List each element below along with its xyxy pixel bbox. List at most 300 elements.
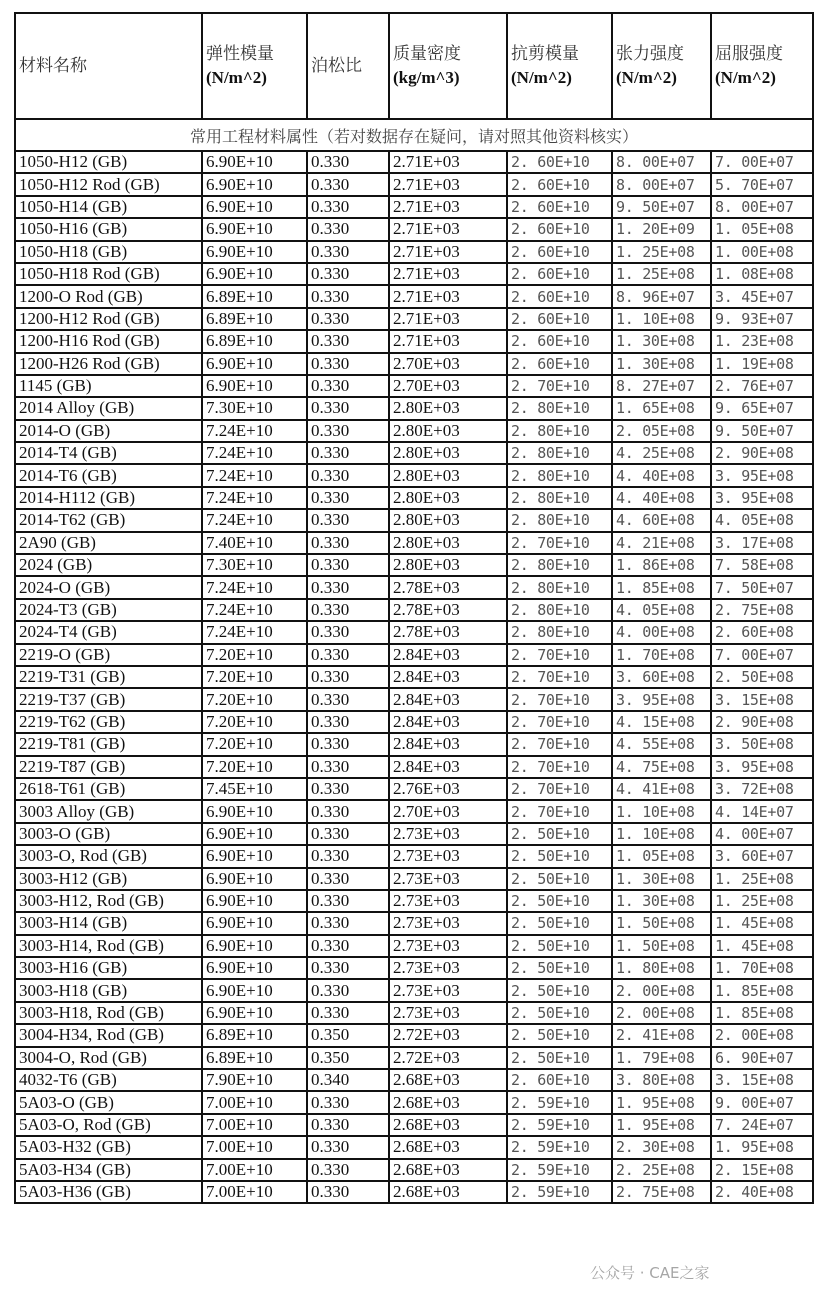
cell-shear-modulus: 2. 50E+10 xyxy=(507,957,612,979)
cell-yield-strength: 2. 76E+07 xyxy=(711,375,813,397)
cell-yield-strength: 1. 70E+08 xyxy=(711,957,813,979)
table-row xyxy=(15,308,813,330)
cell-poisson-ratio: 0.340 xyxy=(307,1069,389,1091)
table-row xyxy=(15,196,813,218)
column-label: 抗剪模量 xyxy=(511,44,579,64)
cell-elastic-modulus: 6.90E+10 xyxy=(202,218,307,240)
cell-mass-density: 2.73E+03 xyxy=(389,845,507,867)
cell-mass-density: 2.73E+03 xyxy=(389,868,507,890)
cell-mass-density: 2.70E+03 xyxy=(389,800,507,822)
cell-mass-density: 2.78E+03 xyxy=(389,621,507,643)
cell-shear-modulus: 2. 50E+10 xyxy=(507,868,612,890)
table-row xyxy=(15,733,813,755)
cell-poisson-ratio: 0.330 xyxy=(307,890,389,912)
cell-material-name: 5A03-O, Rod (GB) xyxy=(15,1114,202,1136)
cell-yield-strength: 2. 90E+08 xyxy=(711,442,813,464)
cell-mass-density: 2.68E+03 xyxy=(389,1091,507,1113)
cell-poisson-ratio: 0.330 xyxy=(307,487,389,509)
cell-material-name: 2014-T62 (GB) xyxy=(15,509,202,531)
cell-poisson-ratio: 0.330 xyxy=(307,397,389,419)
table-row xyxy=(15,218,813,240)
cell-mass-density: 2.68E+03 xyxy=(389,1159,507,1181)
cell-material-name: 5A03-H32 (GB) xyxy=(15,1136,202,1158)
cell-shear-modulus: 2. 60E+10 xyxy=(507,151,612,173)
cell-tensile-strength: 1. 70E+08 xyxy=(612,644,711,666)
cell-poisson-ratio: 0.330 xyxy=(307,1181,389,1203)
cell-tensile-strength: 4. 40E+08 xyxy=(612,464,711,486)
cell-tensile-strength: 4. 40E+08 xyxy=(612,487,711,509)
cell-mass-density: 2.71E+03 xyxy=(389,263,507,285)
cell-elastic-modulus: 6.89E+10 xyxy=(202,285,307,307)
cell-material-name: 1145 (GB) xyxy=(15,375,202,397)
cell-yield-strength: 7. 00E+07 xyxy=(711,644,813,666)
cell-tensile-strength: 3. 95E+08 xyxy=(612,688,711,710)
cell-material-name: 1200-O Rod (GB) xyxy=(15,285,202,307)
table-subtitle: 常用工程材料属性（若对数据存在疑问，请对照其他资料核实） xyxy=(15,119,813,151)
table-row xyxy=(15,241,813,263)
cell-poisson-ratio: 0.330 xyxy=(307,688,389,710)
cell-elastic-modulus: 6.90E+10 xyxy=(202,912,307,934)
cell-tensile-strength: 1. 10E+08 xyxy=(612,800,711,822)
cell-elastic-modulus: 7.24E+10 xyxy=(202,487,307,509)
column-unit: (N/m^2) xyxy=(511,68,572,87)
cell-yield-strength: 1. 23E+08 xyxy=(711,330,813,352)
cell-material-name: 1050-H12 (GB) xyxy=(15,151,202,173)
table-row xyxy=(15,935,813,957)
cell-shear-modulus: 2. 80E+10 xyxy=(507,464,612,486)
cell-poisson-ratio: 0.330 xyxy=(307,576,389,598)
cell-elastic-modulus: 6.89E+10 xyxy=(202,1047,307,1069)
cell-elastic-modulus: 7.40E+10 xyxy=(202,532,307,554)
cell-yield-strength: 1. 95E+08 xyxy=(711,1136,813,1158)
cell-elastic-modulus: 6.89E+10 xyxy=(202,1024,307,1046)
table-row xyxy=(15,509,813,531)
cell-tensile-strength: 8. 00E+07 xyxy=(612,151,711,173)
cell-yield-strength: 3. 95E+08 xyxy=(711,756,813,778)
cell-elastic-modulus: 7.30E+10 xyxy=(202,397,307,419)
cell-yield-strength: 1. 25E+08 xyxy=(711,890,813,912)
table-row xyxy=(15,756,813,778)
cell-tensile-strength: 4. 25E+08 xyxy=(612,442,711,464)
cell-shear-modulus: 2. 80E+10 xyxy=(507,442,612,464)
cell-mass-density: 2.71E+03 xyxy=(389,173,507,195)
cell-yield-strength: 3. 95E+08 xyxy=(711,464,813,486)
cell-material-name: 4032-T6 (GB) xyxy=(15,1069,202,1091)
cell-yield-strength: 5. 70E+07 xyxy=(711,173,813,195)
cell-shear-modulus: 2. 60E+10 xyxy=(507,196,612,218)
header-row xyxy=(15,13,813,119)
table-row xyxy=(15,330,813,352)
cell-poisson-ratio: 0.330 xyxy=(307,263,389,285)
cell-poisson-ratio: 0.330 xyxy=(307,756,389,778)
cell-elastic-modulus: 7.24E+10 xyxy=(202,576,307,598)
cell-shear-modulus: 2. 59E+10 xyxy=(507,1159,612,1181)
cell-tensile-strength: 1. 86E+08 xyxy=(612,554,711,576)
table-row xyxy=(15,778,813,800)
cell-yield-strength: 1. 45E+08 xyxy=(711,935,813,957)
cell-shear-modulus: 2. 60E+10 xyxy=(507,330,612,352)
cell-tensile-strength: 2. 00E+08 xyxy=(612,1002,711,1024)
cell-elastic-modulus: 6.90E+10 xyxy=(202,241,307,263)
cell-tensile-strength: 8. 96E+07 xyxy=(612,285,711,307)
cell-material-name: 1050-H12 Rod (GB) xyxy=(15,173,202,195)
cell-material-name: 1050-H18 Rod (GB) xyxy=(15,263,202,285)
cell-elastic-modulus: 6.90E+10 xyxy=(202,979,307,1001)
cell-material-name: 1050-H18 (GB) xyxy=(15,241,202,263)
cell-tensile-strength: 2. 41E+08 xyxy=(612,1024,711,1046)
cell-mass-density: 2.80E+03 xyxy=(389,420,507,442)
cell-shear-modulus: 2. 80E+10 xyxy=(507,554,612,576)
cell-mass-density: 2.71E+03 xyxy=(389,151,507,173)
cell-elastic-modulus: 6.90E+10 xyxy=(202,151,307,173)
cell-mass-density: 2.70E+03 xyxy=(389,353,507,375)
cell-shear-modulus: 2. 50E+10 xyxy=(507,890,612,912)
cell-tensile-strength: 4. 60E+08 xyxy=(612,509,711,531)
cell-mass-density: 2.80E+03 xyxy=(389,464,507,486)
cell-elastic-modulus: 7.45E+10 xyxy=(202,778,307,800)
cell-shear-modulus: 2. 70E+10 xyxy=(507,711,612,733)
cell-tensile-strength: 1. 50E+08 xyxy=(612,912,711,934)
cell-tensile-strength: 9. 50E+07 xyxy=(612,196,711,218)
table-row xyxy=(15,621,813,643)
cell-material-name: 2219-T81 (GB) xyxy=(15,733,202,755)
cell-poisson-ratio: 0.330 xyxy=(307,420,389,442)
cell-elastic-modulus: 7.20E+10 xyxy=(202,733,307,755)
cell-tensile-strength: 3. 60E+08 xyxy=(612,666,711,688)
cell-shear-modulus: 2. 70E+10 xyxy=(507,375,612,397)
cell-material-name: 3003-H12, Rod (GB) xyxy=(15,890,202,912)
cell-shear-modulus: 2. 70E+10 xyxy=(507,733,612,755)
cell-shear-modulus: 2. 50E+10 xyxy=(507,935,612,957)
column-label: 质量密度 xyxy=(393,44,461,64)
cell-material-name: 2219-T62 (GB) xyxy=(15,711,202,733)
cell-elastic-modulus: 7.90E+10 xyxy=(202,1069,307,1091)
cell-tensile-strength: 1. 10E+08 xyxy=(612,823,711,845)
cell-elastic-modulus: 6.90E+10 xyxy=(202,890,307,912)
cell-shear-modulus: 2. 60E+10 xyxy=(507,353,612,375)
table-row xyxy=(15,173,813,195)
column-label: 材料名称 xyxy=(19,56,87,76)
cell-elastic-modulus: 6.90E+10 xyxy=(202,263,307,285)
cell-poisson-ratio: 0.330 xyxy=(307,241,389,263)
cell-material-name: 3003-O (GB) xyxy=(15,823,202,845)
cell-mass-density: 2.71E+03 xyxy=(389,285,507,307)
cell-mass-density: 2.72E+03 xyxy=(389,1047,507,1069)
cell-material-name: 3003-H12 (GB) xyxy=(15,868,202,890)
cell-material-name: 3003-O, Rod (GB) xyxy=(15,845,202,867)
cell-material-name: 2219-T37 (GB) xyxy=(15,688,202,710)
table-row xyxy=(15,644,813,666)
cell-poisson-ratio: 0.350 xyxy=(307,1024,389,1046)
watermark: 公众号 · CAE之家 xyxy=(590,1264,710,1282)
cell-poisson-ratio: 0.330 xyxy=(307,173,389,195)
table-row xyxy=(15,464,813,486)
cell-tensile-strength: 1. 25E+08 xyxy=(612,263,711,285)
cell-tensile-strength: 1. 30E+08 xyxy=(612,868,711,890)
table-row xyxy=(15,1114,813,1136)
cell-elastic-modulus: 7.20E+10 xyxy=(202,666,307,688)
cell-poisson-ratio: 0.330 xyxy=(307,935,389,957)
table-row xyxy=(15,666,813,688)
cell-shear-modulus: 2. 50E+10 xyxy=(507,912,612,934)
table-row xyxy=(15,1181,813,1203)
cell-yield-strength: 2. 60E+08 xyxy=(711,621,813,643)
cell-yield-strength: 3. 95E+08 xyxy=(711,487,813,509)
cell-yield-strength: 9. 00E+07 xyxy=(711,1091,813,1113)
cell-shear-modulus: 2. 60E+10 xyxy=(507,285,612,307)
cell-yield-strength: 7. 24E+07 xyxy=(711,1114,813,1136)
column-label: 弹性模量 xyxy=(206,44,274,64)
cell-tensile-strength: 4. 00E+08 xyxy=(612,621,711,643)
cell-poisson-ratio: 0.330 xyxy=(307,151,389,173)
column-header-tensile-strength xyxy=(612,13,711,119)
cell-shear-modulus: 2. 60E+10 xyxy=(507,1069,612,1091)
cell-yield-strength: 9. 50E+07 xyxy=(711,420,813,442)
cell-shear-modulus: 2. 60E+10 xyxy=(507,263,612,285)
cell-poisson-ratio: 0.330 xyxy=(307,733,389,755)
cell-shear-modulus: 2. 80E+10 xyxy=(507,599,612,621)
cell-yield-strength: 2. 50E+08 xyxy=(711,666,813,688)
cell-tensile-strength: 2. 30E+08 xyxy=(612,1136,711,1158)
cell-yield-strength: 2. 00E+08 xyxy=(711,1024,813,1046)
cell-shear-modulus: 2. 50E+10 xyxy=(507,1002,612,1024)
cell-shear-modulus: 2. 59E+10 xyxy=(507,1114,612,1136)
column-unit: (kg/m^3) xyxy=(393,68,460,87)
cell-material-name: 3003-H16 (GB) xyxy=(15,957,202,979)
cell-tensile-strength: 1. 30E+08 xyxy=(612,353,711,375)
cell-tensile-strength: 3. 80E+08 xyxy=(612,1069,711,1091)
material-properties-table xyxy=(14,12,814,1204)
cell-poisson-ratio: 0.330 xyxy=(307,979,389,1001)
cell-shear-modulus: 2. 50E+10 xyxy=(507,979,612,1001)
table-row xyxy=(15,823,813,845)
cell-elastic-modulus: 7.24E+10 xyxy=(202,442,307,464)
cell-yield-strength: 7. 50E+07 xyxy=(711,576,813,598)
cell-mass-density: 2.84E+03 xyxy=(389,666,507,688)
cell-material-name: 3003-H14, Rod (GB) xyxy=(15,935,202,957)
cell-poisson-ratio: 0.330 xyxy=(307,464,389,486)
table-row xyxy=(15,487,813,509)
cell-poisson-ratio: 0.330 xyxy=(307,532,389,554)
cell-yield-strength: 1. 25E+08 xyxy=(711,868,813,890)
cell-shear-modulus: 2. 60E+10 xyxy=(507,173,612,195)
cell-yield-strength: 1. 85E+08 xyxy=(711,979,813,1001)
cell-poisson-ratio: 0.330 xyxy=(307,1159,389,1181)
cell-mass-density: 2.73E+03 xyxy=(389,912,507,934)
cell-mass-density: 2.68E+03 xyxy=(389,1114,507,1136)
cell-material-name: 2014 Alloy (GB) xyxy=(15,397,202,419)
cell-tensile-strength: 1. 10E+08 xyxy=(612,308,711,330)
cell-yield-strength: 2. 40E+08 xyxy=(711,1181,813,1203)
cell-tensile-strength: 4. 75E+08 xyxy=(612,756,711,778)
cell-yield-strength: 9. 93E+07 xyxy=(711,308,813,330)
cell-elastic-modulus: 7.24E+10 xyxy=(202,420,307,442)
cell-poisson-ratio: 0.330 xyxy=(307,554,389,576)
column-unit: (N/m^2) xyxy=(715,68,776,87)
cell-yield-strength: 9. 65E+07 xyxy=(711,397,813,419)
cell-elastic-modulus: 6.90E+10 xyxy=(202,353,307,375)
cell-shear-modulus: 2. 80E+10 xyxy=(507,576,612,598)
cell-yield-strength: 2. 15E+08 xyxy=(711,1159,813,1181)
cell-tensile-strength: 1. 05E+08 xyxy=(612,845,711,867)
cell-poisson-ratio: 0.330 xyxy=(307,330,389,352)
cell-mass-density: 2.72E+03 xyxy=(389,1024,507,1046)
table-row xyxy=(15,420,813,442)
table-row xyxy=(15,890,813,912)
cell-elastic-modulus: 6.90E+10 xyxy=(202,196,307,218)
cell-tensile-strength: 1. 20E+09 xyxy=(612,218,711,240)
cell-poisson-ratio: 0.330 xyxy=(307,644,389,666)
cell-mass-density: 2.71E+03 xyxy=(389,308,507,330)
cell-tensile-strength: 1. 65E+08 xyxy=(612,397,711,419)
cell-elastic-modulus: 7.20E+10 xyxy=(202,711,307,733)
cell-poisson-ratio: 0.330 xyxy=(307,509,389,531)
cell-yield-strength: 3. 17E+08 xyxy=(711,532,813,554)
cell-yield-strength: 1. 08E+08 xyxy=(711,263,813,285)
cell-material-name: 2A90 (GB) xyxy=(15,532,202,554)
cell-material-name: 2024-O (GB) xyxy=(15,576,202,598)
cell-tensile-strength: 4. 21E+08 xyxy=(612,532,711,554)
cell-elastic-modulus: 7.00E+10 xyxy=(202,1091,307,1113)
column-header-mass-density xyxy=(389,13,507,119)
cell-mass-density: 2.80E+03 xyxy=(389,509,507,531)
column-header-shear-modulus xyxy=(507,13,612,119)
column-header-elastic-modulus xyxy=(202,13,307,119)
cell-yield-strength: 3. 60E+07 xyxy=(711,845,813,867)
cell-shear-modulus: 2. 50E+10 xyxy=(507,823,612,845)
cell-poisson-ratio: 0.330 xyxy=(307,621,389,643)
table-row xyxy=(15,688,813,710)
cell-tensile-strength: 2. 25E+08 xyxy=(612,1159,711,1181)
table-row xyxy=(15,353,813,375)
column-unit: (N/m^2) xyxy=(616,68,677,87)
table-row xyxy=(15,397,813,419)
cell-mass-density: 2.78E+03 xyxy=(389,599,507,621)
cell-shear-modulus: 2. 70E+10 xyxy=(507,532,612,554)
cell-yield-strength: 7. 58E+08 xyxy=(711,554,813,576)
cell-poisson-ratio: 0.330 xyxy=(307,957,389,979)
cell-shear-modulus: 2. 60E+10 xyxy=(507,218,612,240)
cell-material-name: 3004-O, Rod (GB) xyxy=(15,1047,202,1069)
cell-material-name: 2024-T3 (GB) xyxy=(15,599,202,621)
cell-poisson-ratio: 0.330 xyxy=(307,218,389,240)
cell-material-name: 2219-O (GB) xyxy=(15,644,202,666)
cell-tensile-strength: 1. 79E+08 xyxy=(612,1047,711,1069)
cell-elastic-modulus: 6.90E+10 xyxy=(202,375,307,397)
cell-shear-modulus: 2. 59E+10 xyxy=(507,1136,612,1158)
table-row xyxy=(15,576,813,598)
cell-elastic-modulus: 6.90E+10 xyxy=(202,823,307,845)
table-row xyxy=(15,1002,813,1024)
cell-material-name: 1050-H14 (GB) xyxy=(15,196,202,218)
cell-material-name: 3003-H18, Rod (GB) xyxy=(15,1002,202,1024)
cell-tensile-strength: 8. 00E+07 xyxy=(612,173,711,195)
cell-mass-density: 2.80E+03 xyxy=(389,554,507,576)
cell-elastic-modulus: 6.90E+10 xyxy=(202,868,307,890)
cell-yield-strength: 4. 14E+07 xyxy=(711,800,813,822)
cell-yield-strength: 4. 00E+07 xyxy=(711,823,813,845)
cell-mass-density: 2.84E+03 xyxy=(389,756,507,778)
cell-elastic-modulus: 6.90E+10 xyxy=(202,957,307,979)
cell-poisson-ratio: 0.330 xyxy=(307,800,389,822)
cell-yield-strength: 3. 15E+08 xyxy=(711,688,813,710)
cell-poisson-ratio: 0.330 xyxy=(307,285,389,307)
cell-tensile-strength: 1. 30E+08 xyxy=(612,330,711,352)
table-row xyxy=(15,912,813,934)
cell-tensile-strength: 1. 50E+08 xyxy=(612,935,711,957)
cell-shear-modulus: 2. 59E+10 xyxy=(507,1181,612,1203)
table-row xyxy=(15,554,813,576)
column-header-poisson-ratio xyxy=(307,13,389,119)
column-header-yield-strength xyxy=(711,13,813,119)
cell-mass-density: 2.84E+03 xyxy=(389,644,507,666)
table-row xyxy=(15,285,813,307)
cell-shear-modulus: 2. 80E+10 xyxy=(507,397,612,419)
cell-elastic-modulus: 6.89E+10 xyxy=(202,308,307,330)
cell-elastic-modulus: 6.90E+10 xyxy=(202,800,307,822)
cell-poisson-ratio: 0.330 xyxy=(307,711,389,733)
cell-shear-modulus: 2. 80E+10 xyxy=(507,487,612,509)
cell-poisson-ratio: 0.330 xyxy=(307,1136,389,1158)
table-row xyxy=(15,599,813,621)
cell-tensile-strength: 8. 27E+07 xyxy=(612,375,711,397)
cell-elastic-modulus: 7.00E+10 xyxy=(202,1114,307,1136)
cell-tensile-strength: 1. 85E+08 xyxy=(612,576,711,598)
column-header-material-name xyxy=(15,13,202,119)
cell-elastic-modulus: 7.24E+10 xyxy=(202,599,307,621)
cell-elastic-modulus: 7.20E+10 xyxy=(202,756,307,778)
table-row xyxy=(15,442,813,464)
cell-yield-strength: 3. 45E+07 xyxy=(711,285,813,307)
column-unit: (N/m^2) xyxy=(206,68,267,87)
cell-elastic-modulus: 7.20E+10 xyxy=(202,644,307,666)
cell-yield-strength: 1. 45E+08 xyxy=(711,912,813,934)
cell-elastic-modulus: 6.90E+10 xyxy=(202,1002,307,1024)
cell-tensile-strength: 2. 75E+08 xyxy=(612,1181,711,1203)
cell-mass-density: 2.71E+03 xyxy=(389,218,507,240)
cell-material-name: 1200-H12 Rod (GB) xyxy=(15,308,202,330)
cell-yield-strength: 3. 50E+08 xyxy=(711,733,813,755)
cell-material-name: 2014-T4 (GB) xyxy=(15,442,202,464)
cell-material-name: 1200-H26 Rod (GB) xyxy=(15,353,202,375)
cell-tensile-strength: 1. 95E+08 xyxy=(612,1091,711,1113)
cell-mass-density: 2.73E+03 xyxy=(389,890,507,912)
cell-tensile-strength: 1. 80E+08 xyxy=(612,957,711,979)
cell-material-name: 2014-O (GB) xyxy=(15,420,202,442)
cell-shear-modulus: 2. 60E+10 xyxy=(507,241,612,263)
table-row xyxy=(15,957,813,979)
cell-poisson-ratio: 0.330 xyxy=(307,666,389,688)
cell-elastic-modulus: 6.89E+10 xyxy=(202,330,307,352)
cell-shear-modulus: 2. 70E+10 xyxy=(507,778,612,800)
cell-mass-density: 2.71E+03 xyxy=(389,330,507,352)
cell-material-name: 3003 Alloy (GB) xyxy=(15,800,202,822)
cell-shear-modulus: 2. 60E+10 xyxy=(507,308,612,330)
cell-material-name: 3003-H14 (GB) xyxy=(15,912,202,934)
cell-elastic-modulus: 7.00E+10 xyxy=(202,1136,307,1158)
cell-poisson-ratio: 0.330 xyxy=(307,442,389,464)
cell-shear-modulus: 2. 80E+10 xyxy=(507,621,612,643)
cell-material-name: 2219-T31 (GB) xyxy=(15,666,202,688)
cell-shear-modulus: 2. 59E+10 xyxy=(507,1091,612,1113)
cell-mass-density: 2.80E+03 xyxy=(389,532,507,554)
cell-mass-density: 2.68E+03 xyxy=(389,1069,507,1091)
cell-shear-modulus: 2. 70E+10 xyxy=(507,666,612,688)
cell-elastic-modulus: 7.30E+10 xyxy=(202,554,307,576)
cell-mass-density: 2.73E+03 xyxy=(389,957,507,979)
cell-material-name: 5A03-H36 (GB) xyxy=(15,1181,202,1203)
table-row xyxy=(15,800,813,822)
